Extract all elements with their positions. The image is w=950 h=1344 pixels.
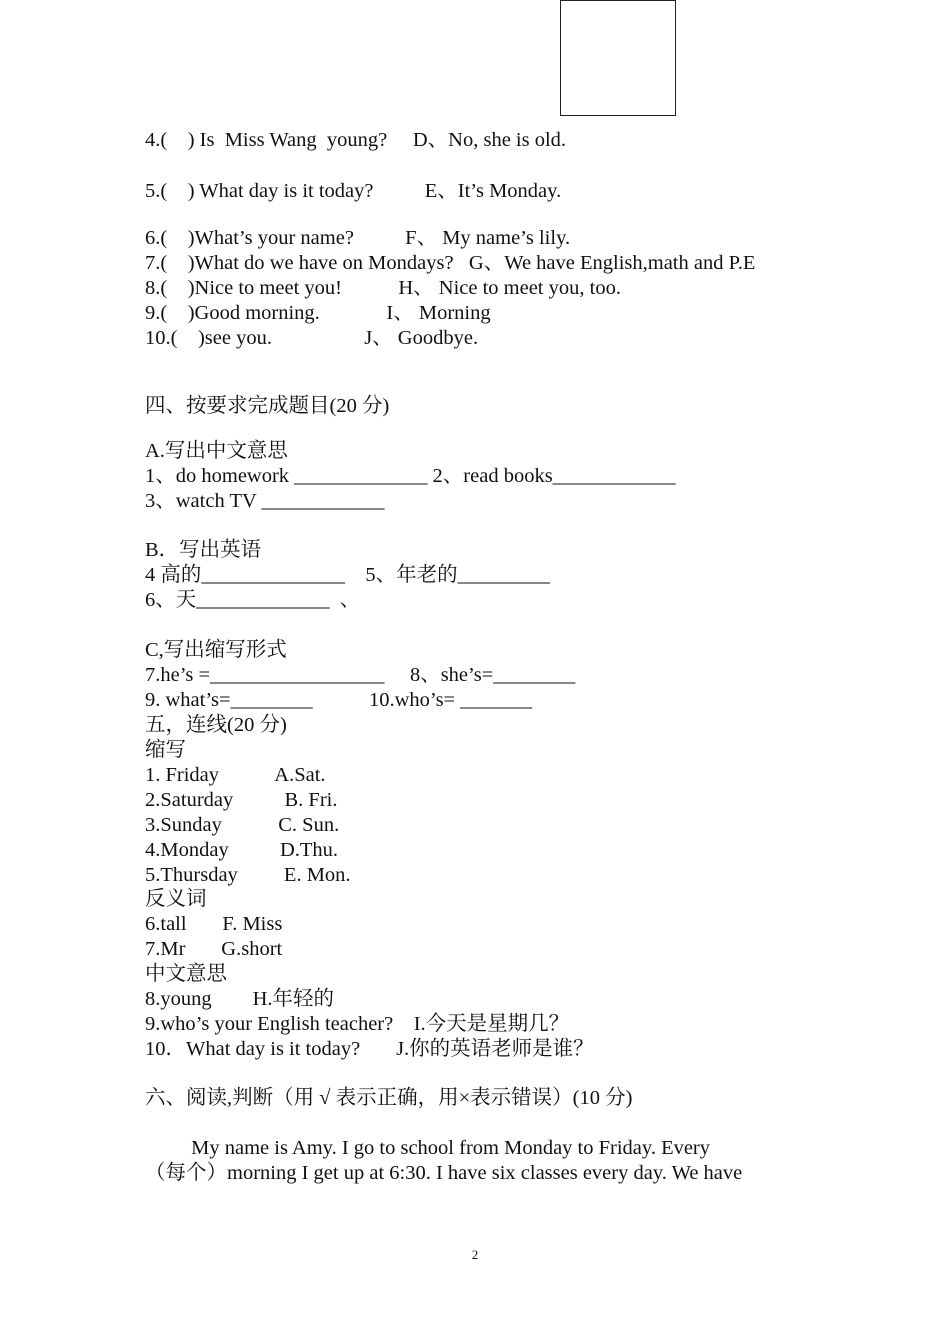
blank-box <box>560 0 676 116</box>
section4-c-line-2: 9. what’s=________ 10.who’s= _______ <box>145 689 532 711</box>
abbr-line-3: 3.Sunday C. Sun. <box>145 814 340 836</box>
section5-antonym-title: 反义词 <box>145 888 207 910</box>
abbr-line-1: 1. Friday A.Sat. <box>145 764 326 786</box>
abbr-line-2: 2.Saturday B. Fri. <box>145 789 338 811</box>
match-line-8: 8.( )Nice to meet you! H、 Nice to meet you, too. <box>145 277 621 299</box>
antonym-line-2: 7.Mr G.short <box>145 938 283 960</box>
meaning-line-3: 10．What day is it today? J.你的英语老师是谁？ <box>145 1038 594 1060</box>
page-number: 2 <box>471 1247 479 1262</box>
match-line-5: 5.( ) What day is it today? E、It’s Monday. <box>145 180 562 202</box>
section5-meaning-title: 中文意思 <box>145 963 227 985</box>
passage-line-2: （每个）morning I get up at 6:30. I have six classes every day. We have <box>145 1162 743 1184</box>
section4-b-line-1: 4 高的______________ 5、年老的_________ <box>145 564 550 586</box>
section4-c-line-1: 7.he’s =_________________ 8、she’s=________ <box>145 664 576 686</box>
section4-b-title: B．写出英语 <box>145 539 262 561</box>
section6-title: 六、阅读,判断（用 √ 表示正确，用×表示错误）(10 分) <box>145 1087 633 1109</box>
abbr-line-5: 5.Thursday E. Mon. <box>145 864 351 886</box>
meaning-line-2: 9.who’s your English teacher? I.今天是星期几？ <box>145 1013 570 1035</box>
match-line-10: 10.( )see you. J、 Goodbye. <box>145 327 479 349</box>
section4-a-line-1: 1、do homework _____________ 2、read books____________ <box>145 465 676 487</box>
section4-a-line-2: 3、watch TV ____________ <box>145 490 385 512</box>
match-line-7: 7.( )What do we have on Mondays? G、We have English,math and P.E <box>145 252 756 274</box>
antonym-line-1: 6.tall F. Miss <box>145 913 283 935</box>
match-line-9: 9.( )Good morning. I、 Morning <box>145 302 491 324</box>
section5-abbr-title: 缩写 <box>145 739 186 761</box>
passage-line-1: My name is Amy. I go to school from Monday to Friday. Every <box>145 1137 711 1159</box>
section4-a-title: A.写出中文意思 <box>145 440 288 462</box>
section5-title: 五，连线(20 分) <box>145 714 287 736</box>
section4-c-title: C,写出缩写形式 <box>145 639 287 661</box>
abbr-line-4: 4.Monday D.Thu. <box>145 839 339 861</box>
section4-b-line-2: 6、天_____________ 、 <box>145 589 361 611</box>
match-line-6: 6.( )What’s your name? F、 My name’s lily. <box>145 227 571 249</box>
section4-title: 四、按要求完成题目(20 分) <box>145 395 390 417</box>
match-line-4: 4.( ) Is Miss Wang young? D、No, she is old. <box>145 129 567 151</box>
meaning-line-1: 8.young H.年轻的 <box>145 988 335 1010</box>
